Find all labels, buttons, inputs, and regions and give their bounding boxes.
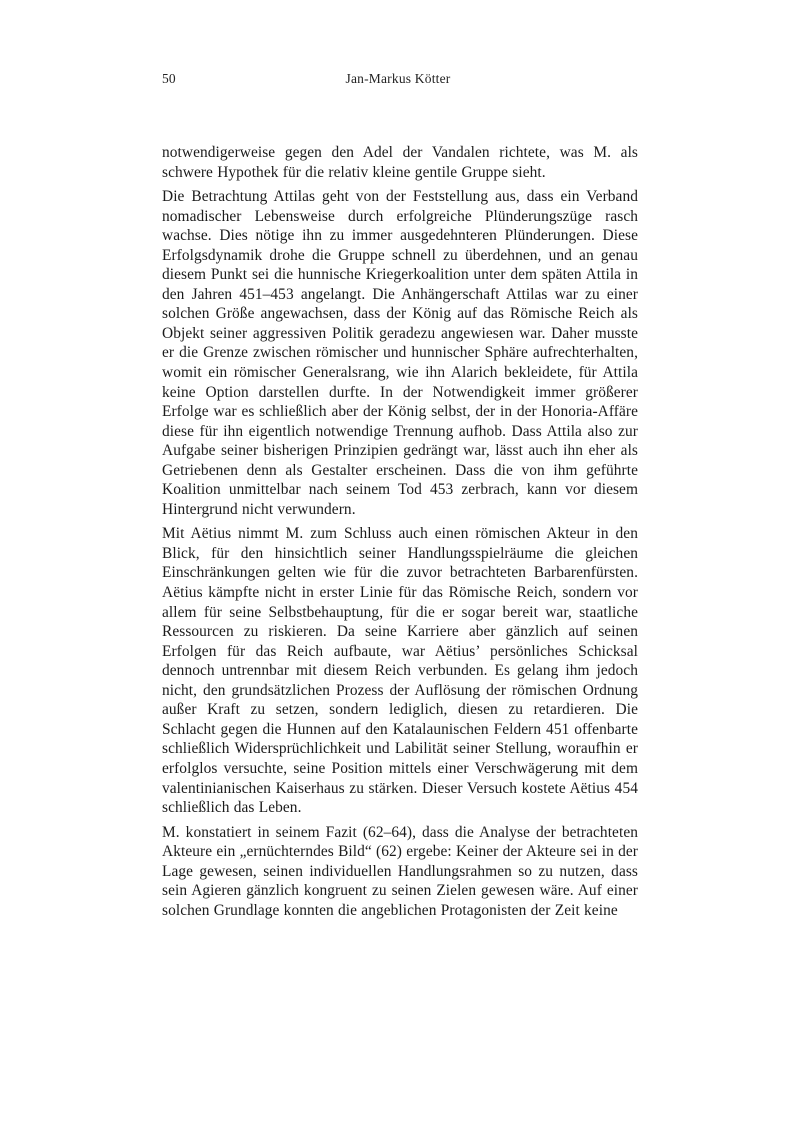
page-number: 50: [162, 71, 176, 86]
running-head-author: Jan-Markus Kötter: [345, 71, 451, 86]
body-paragraph: notwendigerweise gegen den Adel der Vandalen richtete, was M. als schwere Hypothek für die relativ kleine gentile Gruppe sieht.: [162, 144, 638, 181]
body-paragraph: M. konstatiert in seinem Fazit (62–64), dass die Analyse der betrachteten Akteure ein „ernüchterndes Bild“ (62) ergebe: Keiner der Akteure sei in der Lage gewesen, seinen individuellen Handlungsrahmen so zu nutzen, dass sein Agieren gänzlich kongruent zu seinen Zielen gewesen wäre. Auf einer solchen Grundlage konnten die angeblichen Protagonisten der Zeit keine: [162, 823, 638, 919]
body-paragraph: Die Betrachtung Attilas geht von der Feststellung aus, dass ein Verband nomadischer Lebensweise durch erfolgreiche Plünderungszüge rasch wachse. Dies nötige ihn zu immer ausgedehnteren Plünderungen. Diese Erfolgsdynamik drohe die Gruppe schnell zu überdehnen, und an genau diesem Punkt sei die hunnische Kriegerkoalition unter dem späten Attila in den Jahren 451–453 angelangt. Die Anhängerschaft Attilas war zu einer solchen Größe angewachsen, dass der König auf das Römische Reich als Objekt seiner aggressiven Politik geradezu angewiesen war. Daher musste er die Grenze zwischen römischer und hunnischer Sphäre aufrechterhalten, womit ein römischer Generalsrang, wie ihn Alarich bekleidete, für Attila keine Option darstellen durfte. In der Notwendigkeit immer größerer Erfolge war es schließlich aber der König selbst, der in der Honoria-Affäre diese für ihn eigentlich notwendige Trennung aufhob. Dass Attila also zur Aufgabe seiner bisherigen Prinzipien gedrängt war, lässt auch ihn eher als Getriebenen denn als Gestalter erscheinen. Dass die von ihm geführte Koalition unmittelbar nach seinem Tod 453 zerbrach, kann vor diesem Hintergrund nicht verwundern.: [162, 188, 638, 518]
body-paragraph: Mit Aëtius nimmt M. zum Schluss auch einen römischen Akteur in den Blick, für den hinsichtlich seiner Handlungsspielräume die gleichen Einschränkungen gelten wie für die zuvor betrachteten Barbarenfürsten. Aëtius kämpfte nicht in erster Linie für das Römische Reich, sondern vor allem für seine Selbstbehauptung, für die er sogar bereit war, staatliche Ressourcen zu riskieren. Da seine Karriere aber gänzlich auf seinen Erfolgen für das Reich aufbaute, war Aëtius’ persönliches Schicksal dennoch untrennbar mit diesem Reich verbunden. Es gelang ihm jedoch nicht, den grundsätzlichen Prozess der Auflösung der römischen Ordnung außer Kraft zu setzen, sondern lediglich, diesen zu retardieren. Die Schlacht gegen die Hunnen auf den Katalaunischen Feldern 451 offenbarte schließlich Widersprüchlichkeit und Labilität seiner Stellung, woraufhin er erfolglos versuchte, seine Position mittels einer Verschwägerung mit dem valentinianischen Kaiserhaus zu stärken. Dieser Versuch kostete Aëtius 454 schließlich das Leben.: [162, 525, 638, 817]
body-text-block: [162, 143, 638, 920]
page-header: [162, 70, 638, 90]
